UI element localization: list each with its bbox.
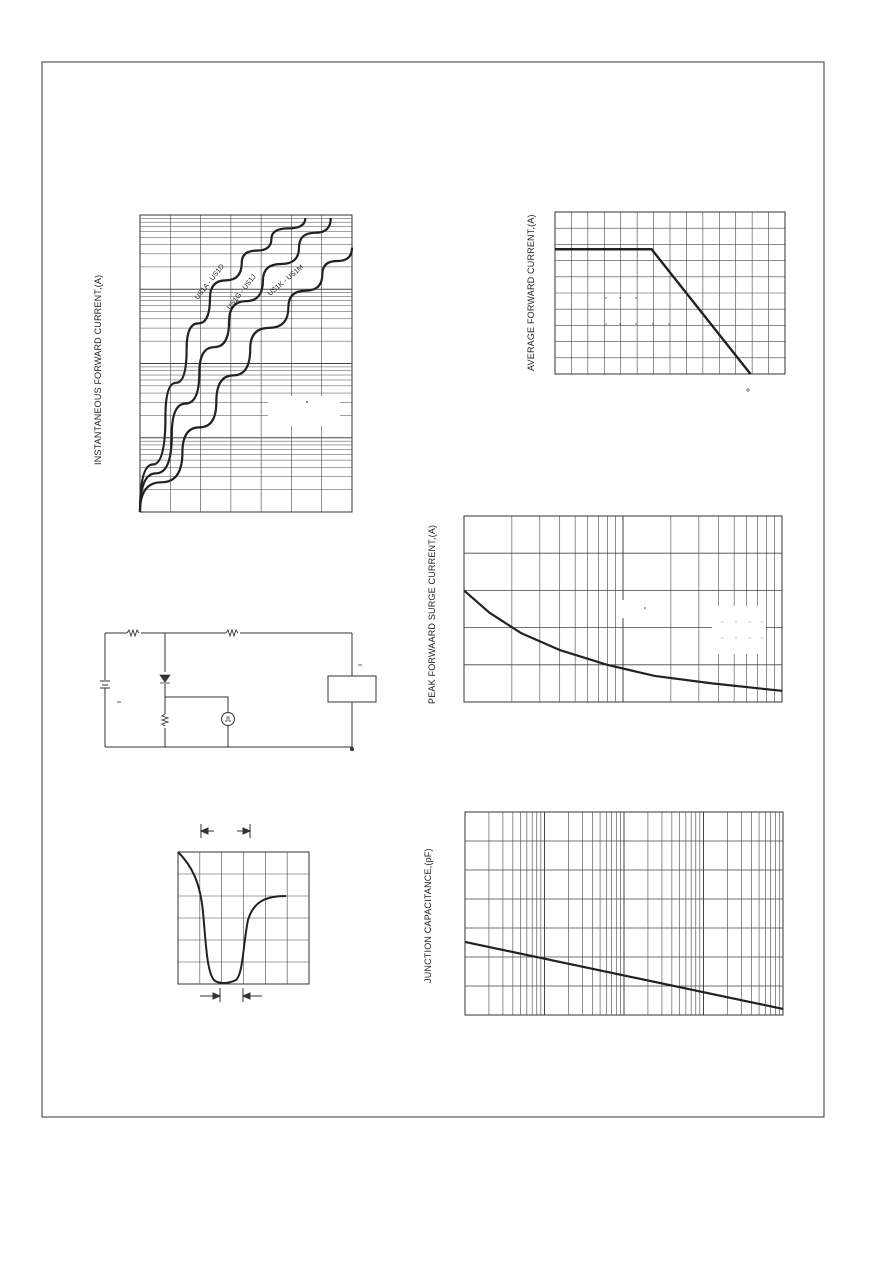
fig3-legend-dot [644,607,646,609]
fig3-ylabel: PEAK FORWAARD SURGE CURRENT,(A) [427,524,437,704]
oscilloscope-box [328,676,376,702]
fig2-degree-mark [747,389,749,391]
derating-curve [555,249,751,374]
fig1-legend-box [268,396,340,426]
pulse-generator [222,713,235,726]
fig2-curves [555,249,751,374]
ground-terminal [351,748,354,751]
fig2-dotted-markers [605,297,669,324]
irr-span-arrows [200,988,262,1002]
resistor-r2 [226,630,238,636]
fig1-grid [140,215,352,512]
fig1-curves [140,218,352,512]
fig3-note-box [712,606,766,654]
curve-label-2: US1G - US1J [226,273,258,312]
surge-current-chart [427,516,782,704]
junction-capacitance-chart [423,812,783,1015]
fig3-legend-box [622,600,670,618]
resistor-r3 [162,714,168,726]
fig2-ylabel: AVERAGE FORWARD CURRENT,(A) [526,214,536,371]
test-circuit-diagram [100,630,376,751]
diode-symbol [160,675,170,683]
generator-branch [165,697,228,747]
curve-label-1: US1A - US1D [194,263,226,302]
fig1-ylabel: INSTANTANEOUS FORWARD CURRENT,(A) [93,274,103,465]
curve-label-3: US1K - US1M [266,263,305,298]
forward-characteristics-chart [93,215,352,512]
derating-chart [526,212,785,391]
waveform-grid [178,852,309,984]
forward-curve-2 [140,218,331,512]
trr-span-arrows [201,824,250,838]
battery-symbol [100,681,110,688]
fig4-ylabel: JUNCTION CAPACITANCE,(pF) [423,848,433,983]
waveform-trace [178,852,286,983]
pulse-generator-glyph [225,717,231,721]
recovery-waveform-diagram [178,824,309,1002]
fig2-grid [555,212,785,374]
fig1-legend-dot [306,401,308,403]
resistor-r1 [127,630,139,636]
fig4-grid [465,812,783,1015]
